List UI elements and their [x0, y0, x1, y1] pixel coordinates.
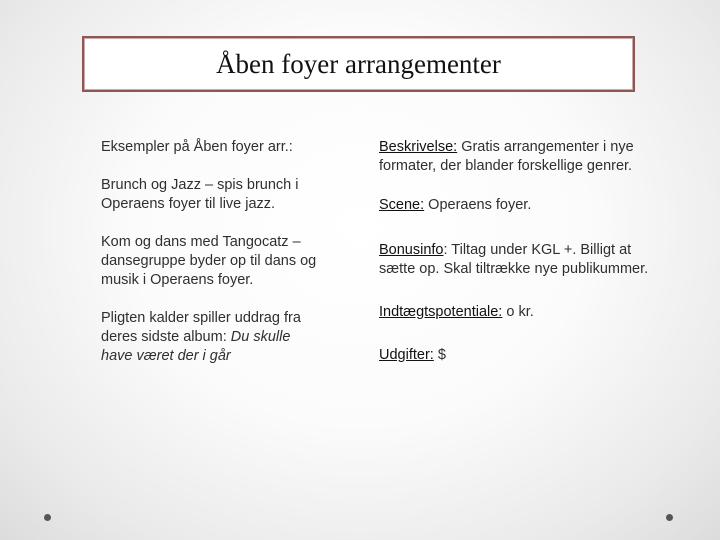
scene-text: Operaens foyer.	[424, 197, 532, 213]
scene-line	[379, 196, 664, 215]
bonusinfo-label: Bonusinfo	[379, 242, 444, 258]
udgifter-label: Udgifter:	[379, 347, 434, 363]
example-pligten-album: Du skulle have været der i går	[101, 329, 291, 364]
corner-dot-right	[666, 514, 673, 521]
right-column	[379, 138, 664, 365]
beskrivelse-line	[379, 138, 664, 176]
example-pligten-kalder	[101, 309, 323, 366]
scene-label: Scene:	[379, 197, 425, 213]
indtaegt-text: o kr.	[502, 304, 534, 320]
beskrivelse-label: Beskrivelse:	[379, 139, 458, 155]
corner-dot-left	[44, 514, 51, 521]
indtaegt-label: Indtægtspotentiale:	[379, 304, 503, 320]
example-tangocatz: Kom og dans med Tangocatz – dansegruppe byder op til dans og musik i Operaens foyer.	[101, 234, 317, 288]
beskrivelse-text: Gratis arrangementer i nye formater, der blander forskellige genrer.	[379, 139, 634, 174]
udgifter-line	[379, 346, 664, 365]
udgifter-text: $	[433, 347, 446, 363]
examples-heading: Eksempler på Åben foyer arr.:	[101, 139, 293, 155]
title-box	[82, 36, 635, 92]
left-column	[101, 138, 323, 366]
bonusinfo-line	[379, 241, 664, 279]
slide-title: Åben foyer arrangementer	[216, 48, 501, 79]
bonusinfo-text: : Tiltag under KGL +. Billigt at sætte op. Skal tiltrække nye publikummer.	[379, 242, 649, 277]
example-pligten-text: Pligten kalder spiller uddrag fra deres sidste album:	[101, 310, 301, 345]
example-brunch-jazz: Brunch og Jazz – spis brunch i Operaens foyer til live jazz.	[101, 177, 299, 212]
indtaegt-line	[379, 303, 664, 322]
